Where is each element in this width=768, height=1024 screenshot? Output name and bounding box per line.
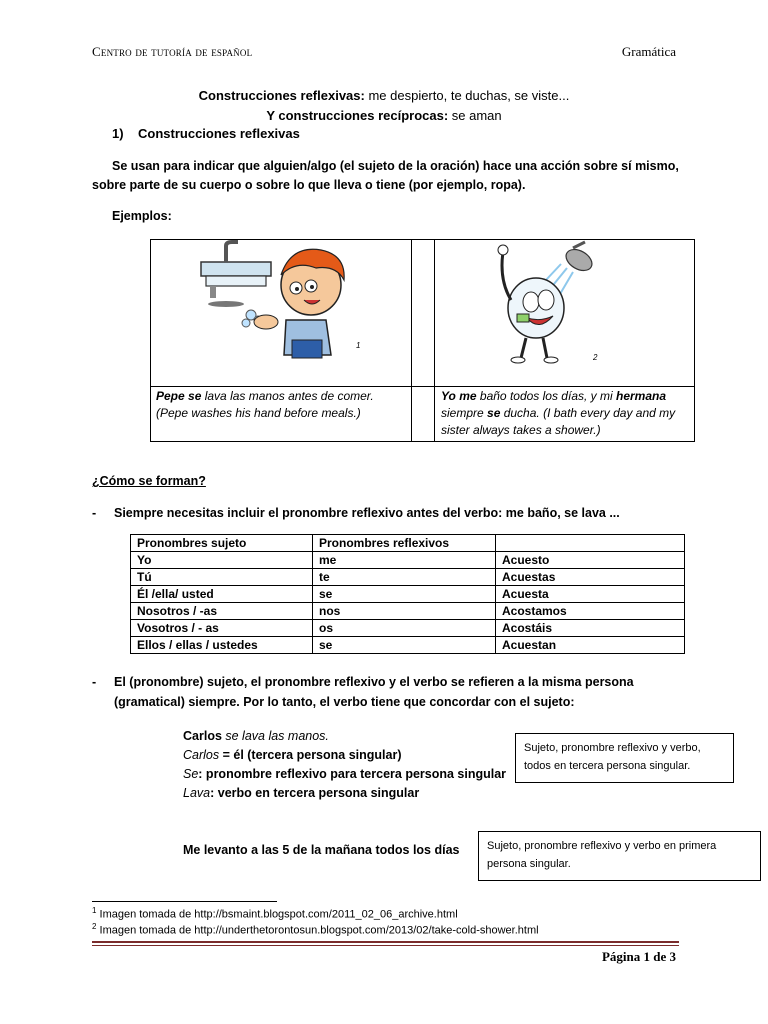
ex1-verb: lava	[201, 389, 227, 403]
table-cell: se	[313, 637, 496, 654]
carlos-l1a: Carlos	[183, 729, 222, 743]
carlos-l4b: : verbo en tercera persona singular	[210, 786, 420, 800]
footnote-1-number: 1	[92, 906, 97, 915]
examples-label: Ejemplos:	[112, 209, 172, 223]
footnote-1-text: Imagen tomada de http://bsmaint.blogspot.com/2011_02_06_archive.html	[96, 908, 458, 921]
title-1-rest: me despierto, te duchas, se viste...	[364, 88, 570, 103]
table-cell: Acuesto	[496, 552, 685, 569]
table-header-row	[131, 535, 685, 552]
pronoun-table	[130, 534, 685, 654]
bullet-1-text: Siempre necesitas incluir el pronombre reflexivo antes del verbo: me baño, se lava ...	[114, 506, 620, 520]
carlos-l1b: se lava las manos.	[221, 729, 329, 743]
footer-rule	[92, 941, 679, 943]
bullet-2	[92, 672, 672, 709]
footer-rule-thin	[92, 945, 679, 946]
table-cell: me	[313, 552, 496, 569]
table-cell: os	[313, 620, 496, 637]
table-header: Pronombres reflexivos	[313, 535, 496, 552]
ex2-text-4: . (I bath every day and my sister always takes a shower.)	[441, 406, 676, 437]
table-row	[131, 603, 685, 620]
example-1-caption	[156, 388, 406, 422]
header-left: Centro de tutoría de español	[92, 44, 253, 59]
title-2-rest: se aman	[448, 108, 502, 123]
note-box-first-person: Sujeto, pronombre reflexivo y verbo en primera persona singular.	[478, 831, 761, 881]
ex1-translation: (Pepe washes his hand before meals.)	[156, 406, 361, 420]
title-line-1	[0, 88, 768, 103]
examples-table	[150, 239, 695, 442]
me-levanto-example: Me levanto a las 5 de la mañana todos los días	[183, 843, 460, 857]
ex1-rest: las manos antes de comer.	[226, 389, 374, 403]
table-cell: Ellos / ellas / ustedes	[131, 637, 313, 654]
table-cell: Vosotros / - as	[131, 620, 313, 637]
table-row	[131, 569, 685, 586]
footnote-2	[92, 922, 539, 937]
table-cell: Acostamos	[496, 603, 685, 620]
table-cell: nos	[313, 603, 496, 620]
ex2-bold-2: hermana	[615, 389, 667, 403]
carlos-l2a: Carlos	[183, 748, 220, 762]
table-row	[131, 586, 685, 603]
table-cell: Acuesta	[496, 586, 685, 603]
page-number: Página 1 de 3	[601, 949, 676, 964]
note-box-third-person: Sujeto, pronombre reflexivo y verbo, todos en tercera persona singular.	[515, 733, 734, 783]
ex2-bold-3: se	[487, 406, 501, 420]
table-cell: Él /ella/ usted	[131, 586, 313, 603]
boy-washing-hands-illustration	[196, 240, 366, 362]
carlos-l2b: = él (tercera persona singular)	[219, 748, 402, 762]
table-cell: Acuestan	[496, 637, 685, 654]
footnote-separator	[92, 901, 277, 902]
table-cell: Acuestas	[496, 569, 685, 586]
table-header	[496, 535, 685, 552]
como-se-forman-heading: ¿Cómo se forman?	[92, 474, 206, 488]
ex2-bold-1: Yo me	[441, 389, 477, 403]
table-row	[131, 637, 685, 654]
ex2-text-2: siempre	[441, 406, 488, 420]
ex2-text-3: ducha	[500, 406, 537, 420]
table-cell: Yo	[131, 552, 313, 569]
table-header: Pronombres sujeto	[131, 535, 313, 552]
title-line-2	[0, 108, 768, 123]
table-cell: Tú	[131, 569, 313, 586]
table-cell: Nosotros / -as	[131, 603, 313, 620]
carlos-l3a: Se	[183, 767, 199, 781]
shower-character-illustration	[481, 240, 601, 368]
table-row	[131, 620, 685, 637]
footnote-2-number: 2	[92, 922, 97, 931]
bullet-dash: -	[92, 675, 97, 689]
carlos-l3b: : pronombre reflexivo para tercera persona singular	[198, 767, 507, 781]
footnote-2-text: Imagen tomada de http://underthetorontosun.blogspot.com/2013/02/take-cold-shower.html	[96, 924, 539, 937]
carlos-l4a: Lava	[183, 786, 211, 800]
footnote-1	[92, 906, 458, 921]
intro-paragraph: Se usan para indicar que alguien/algo (el sujeto de la oración) hace una acción sobre sí mismo, sobre parte de su cuerpo o sobre lo que lleva o tiene (por ejemplo, ropa).	[92, 159, 679, 192]
table-row	[131, 552, 685, 569]
table-cell: te	[313, 569, 496, 586]
ex2-text-1: baño todos los días, y mi	[476, 389, 616, 403]
bullet-2-text: El (pronombre) sujeto, el pronombre reflexivo y el verbo se refieren a la misma persona (gramatical) siempre. Por lo tanto, el verbo tiene que concordar con el sujeto:	[114, 675, 634, 709]
image-1-number: 1	[356, 341, 361, 350]
title-1-bold: Construcciones reflexivas:	[198, 88, 365, 103]
table-cell: Acostáis	[496, 620, 685, 637]
ex1-bold: Pepe se	[156, 389, 202, 403]
carlos-example	[183, 727, 506, 803]
title-2-bold: Y construcciones recíprocas:	[266, 108, 449, 123]
bullet-dash: -	[92, 506, 97, 520]
image-2-number: 2	[593, 353, 598, 362]
example-2-caption	[441, 388, 691, 439]
section-heading: 1) Construcciones reflexivas	[112, 126, 300, 141]
bullet-1	[92, 506, 620, 520]
header-right: Gramática	[621, 44, 676, 59]
table-cell: se	[313, 586, 496, 603]
